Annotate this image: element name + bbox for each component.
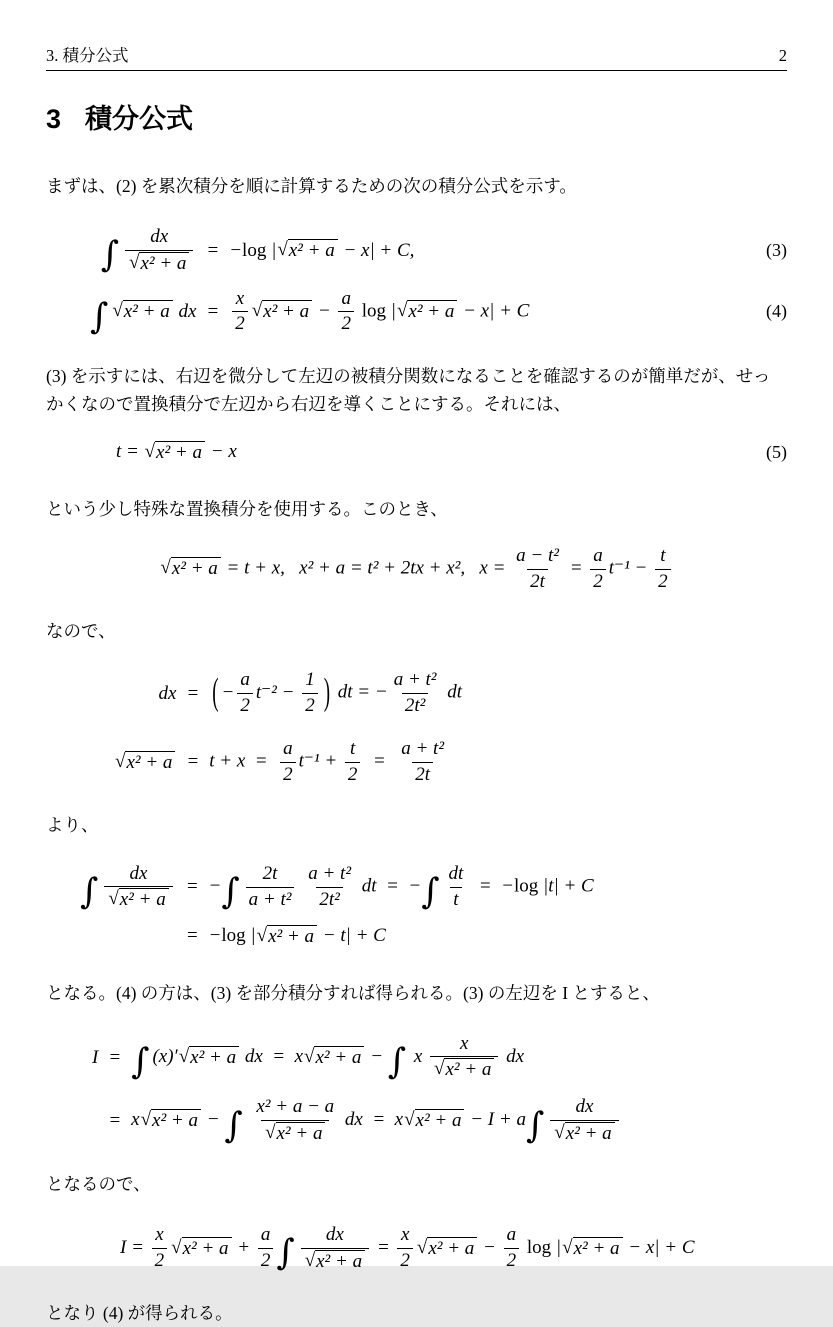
eq4-rhs: $\frac{x}{2}$ √ x² + a − $\frac{a}{2}$ log | √ x² + a − x| + C: [229, 288, 529, 337]
equation-5: [46, 440, 787, 465]
page-header: [46, 0, 787, 71]
eq-parts-rhs2: x √ x² + a − ∫ x² + a − a √ x² + a dx = x √ x² + a − I + a∫ dx √ x² + a: [131, 1096, 622, 1146]
paragraph-tonarunode: となるので、: [46, 1173, 151, 1194]
eq3-number: (3): [766, 240, 787, 261]
paragraph-nanode: なので、: [46, 621, 116, 642]
eq3-equals: =: [206, 239, 220, 261]
eq-dx-lhs: dx: [158, 682, 177, 704]
eq-parts-rhs1: ∫ (x)′ √ x² + a dx = x √ x² + a − ∫ x x √ x² + a dx: [131, 1032, 525, 1083]
paragraph-intro: まずは、(2) を累次積分を順に計算するための次の積分公式を示す。: [46, 176, 577, 196]
section-number: 3: [46, 104, 62, 134]
equation-group-parts: [46, 1033, 787, 1146]
page-number: 2: [778, 46, 787, 65]
eq-int-lhs: ∫ dx √ x² + a: [80, 863, 176, 913]
section-title: 積分公式: [85, 104, 194, 134]
eq-sqrt-rhs: t + x = $\frac{a}{2}$ t⁻¹ + $\frac{t}{2}$ = $\frac{\text{a + t²}}{2t}$: [209, 737, 445, 785]
paragraph-show3: (3) を示すには、右辺を微分して左辺の被積分関数になることを確認するのが簡単だが、せっかくなので置換積分で左辺から右辺を導くことにする。それには、: [46, 366, 771, 415]
eq5-number: (5): [766, 441, 787, 462]
eq-dx-equals: =: [186, 682, 200, 704]
eq-int-rhs1: −∫ $\frac{2t}{\text{a + t²}}$ $\frac{\text{a + t²}}{\text{2t²}}$ dt = −∫ $\frac{dt}{t}$ = −log |t| + C: [208, 863, 594, 912]
paragraph-tonaru: となる。(4) の方は、(3) を部分積分すれば得られる。(3) の左辺を I とすると、: [46, 982, 660, 1003]
eq4-equals: =: [206, 301, 220, 323]
equation-group-3-4: [46, 226, 787, 336]
equation-group-dx: [46, 669, 787, 786]
header-section-title: 3. 積分公式: [46, 46, 129, 65]
eq5-body: t = √ x² + a − x: [116, 440, 237, 463]
equation-expand-body: √ x² + a = t + x, x² + a = t² + 2tx + x², x = $\frac{\text{a − t²}}{2t}$ = $\frac{a}{2}$ t⁻¹ − $\frac{t}{2}$: [159, 545, 673, 594]
equation-expand: [46, 545, 787, 594]
eq-sqrt-equals: =: [186, 751, 200, 773]
equation-group-integral: [46, 863, 787, 949]
section-heading: [46, 97, 787, 136]
eq-sqrt-lhs: √ x² + a: [114, 750, 176, 775]
eq-dx-rhs: ( − $\frac{a}{2}$ t⁻² − $\frac{1}{2}$ ) dt = − $\frac{\text{a + t²}}{\text{2t²}}$ dt: [212, 669, 463, 717]
paragraph-special-sub: という少し特殊な置換積分を使用する。このとき、: [46, 498, 448, 519]
eq4-number: (4): [766, 301, 787, 322]
equation-final: [46, 1224, 787, 1274]
eq-int-equals1: =: [185, 876, 199, 898]
eq-parts-equals2: =: [108, 1110, 122, 1132]
eq-parts-lhs: I: [92, 1046, 99, 1068]
eq-parts-equals1: =: [108, 1046, 122, 1068]
eq-int-rhs2: −log | √ x² + a − t| + C: [208, 924, 386, 947]
eq4-lhs: ∫ √ x² + a dx: [90, 295, 197, 337]
eq3-lhs: ∫ dx √ x² + a: [101, 226, 197, 276]
eq-int-equals2: =: [185, 925, 199, 947]
paragraph-conclusion: となり (4) が得られる。: [46, 1303, 233, 1324]
eq3-rhs: −log | √ x² + a − x| + C,: [229, 239, 415, 262]
equation-final-body: I = $\frac{x}{2}$ √ x² + a + $\frac{a}{2}$ ∫ dx √ x² + a = $\frac{x}{2}$ √ x² + a − $\frac{a}{2}$ log | √ x² + a − x| + C: [120, 1223, 695, 1274]
paragraph-yori: より、: [46, 814, 99, 835]
